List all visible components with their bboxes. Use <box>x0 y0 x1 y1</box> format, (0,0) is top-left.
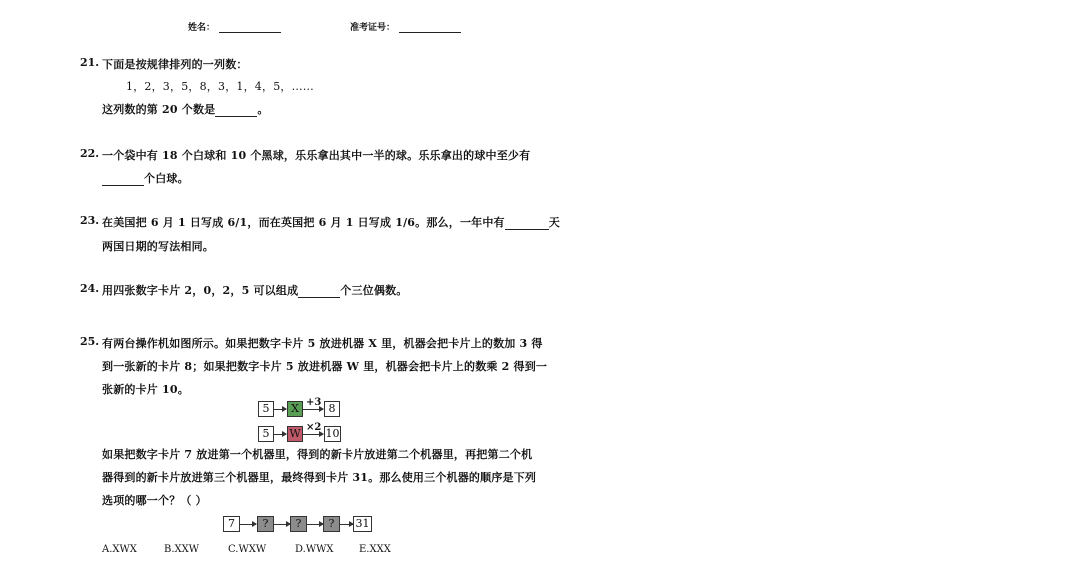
option-a[interactable]: A.XWX <box>102 544 137 555</box>
option-b[interactable]: B.XXW <box>164 544 200 555</box>
machine-x-input-card: 5 <box>258 401 274 417</box>
chain-machine-3: ? <box>323 516 340 532</box>
chain-machine-2: ? <box>290 516 307 532</box>
q25-line1: 有两台操作机如图所示。如果把数字卡片 5 放进机器 X 里，机器会把卡片上的数加 3 得 <box>102 337 543 350</box>
chain-machine-1: ? <box>257 516 274 532</box>
machine-w-box: W <box>287 426 303 442</box>
q25-number: 25. <box>80 335 100 348</box>
q24-number: 24. <box>80 282 100 295</box>
option-d[interactable]: D.WWX <box>295 544 334 555</box>
arrow-icon <box>240 524 256 525</box>
machine-x-op: +3 <box>306 397 322 408</box>
machine-x-box: X <box>287 401 303 417</box>
machine-w-input-card: 5 <box>258 426 274 442</box>
q25-line5: 器得到的新卡片放进第三个机器里，最终得到卡片 31。那么使用三个机器的顺序是下列 <box>102 471 537 484</box>
q22-number: 22. <box>80 147 100 160</box>
chain-input-card: 7 <box>223 516 240 532</box>
q21-line1: 下面是按规律排列的一列数： <box>102 58 248 71</box>
q21-period: 。 <box>257 103 269 116</box>
ticket-blank[interactable] <box>399 24 461 33</box>
arrow-icon <box>303 409 323 410</box>
name-label: 姓名： <box>188 23 216 33</box>
arrow-icon <box>340 524 353 525</box>
q23-line1 <box>102 214 560 230</box>
arrow-icon <box>274 524 290 525</box>
name-field <box>188 20 281 33</box>
q22-answer-blank[interactable] <box>102 176 144 186</box>
name-blank[interactable] <box>219 24 281 33</box>
q22-line1: 一个袋中有 18 个白球和 10 个黑球，乐乐拿出其中一半的球。乐乐拿出的球中至少有 <box>102 149 531 162</box>
q25-line2: 到一张新的卡片 8；如果把数字卡片 5 放进机器 W 里，机器会把卡片上的数乘 2 得到一 <box>102 360 548 373</box>
q21-answer-blank[interactable] <box>215 107 257 117</box>
arrow-icon <box>274 434 286 435</box>
machine-w-output-card: 10 <box>325 427 340 440</box>
q21-number: 21. <box>80 56 100 69</box>
q21-text: 这列数的第 20 个数是 <box>102 103 216 116</box>
q22-text: 个白球。 <box>144 172 189 185</box>
q24-text: 用四张数字卡片 2，0，2，5 可以组成 <box>102 284 299 297</box>
machine-x-output-card: 8 <box>324 401 340 417</box>
q23-text-tail: 天 <box>548 216 560 229</box>
machine-w-op: ×2 <box>306 422 322 433</box>
q24-answer-blank[interactable] <box>298 288 340 298</box>
q21-line3 <box>102 101 269 117</box>
q23-number: 23. <box>80 214 100 227</box>
arrow-icon <box>274 409 286 410</box>
q24-text-tail: 个三位偶数。 <box>340 284 408 297</box>
q25-line4: 如果把数字卡片 7 放进第一个机器里，得到的新卡片放进第二个机器里，再把第二个机 <box>102 448 533 461</box>
q24-line1 <box>102 282 407 298</box>
arrow-icon <box>303 434 323 435</box>
arrow-icon <box>307 524 323 525</box>
q25-line3: 张新的卡片 10。 <box>102 383 189 396</box>
q23-line2: 两国日期的写法相同。 <box>102 240 214 253</box>
q22-line2 <box>102 170 189 186</box>
ticket-label: 准考证号： <box>350 23 396 33</box>
q23-answer-blank[interactable] <box>505 220 549 230</box>
q21-sequence: 1，2，3，5，8，3，1，4，5，…… <box>126 80 314 93</box>
q25-line6: 选项的哪一个？（ ） <box>102 494 207 507</box>
option-c[interactable]: C.WXW <box>228 544 267 555</box>
chain-output-card: 31 <box>353 516 372 532</box>
ticket-field <box>350 20 461 33</box>
q23-text: 在美国把 6 月 1 日写成 6/1，而在英国把 6 月 1 日写成 1/6。那么，一年中有 <box>102 216 505 229</box>
option-e[interactable]: E.XXX <box>359 544 391 555</box>
